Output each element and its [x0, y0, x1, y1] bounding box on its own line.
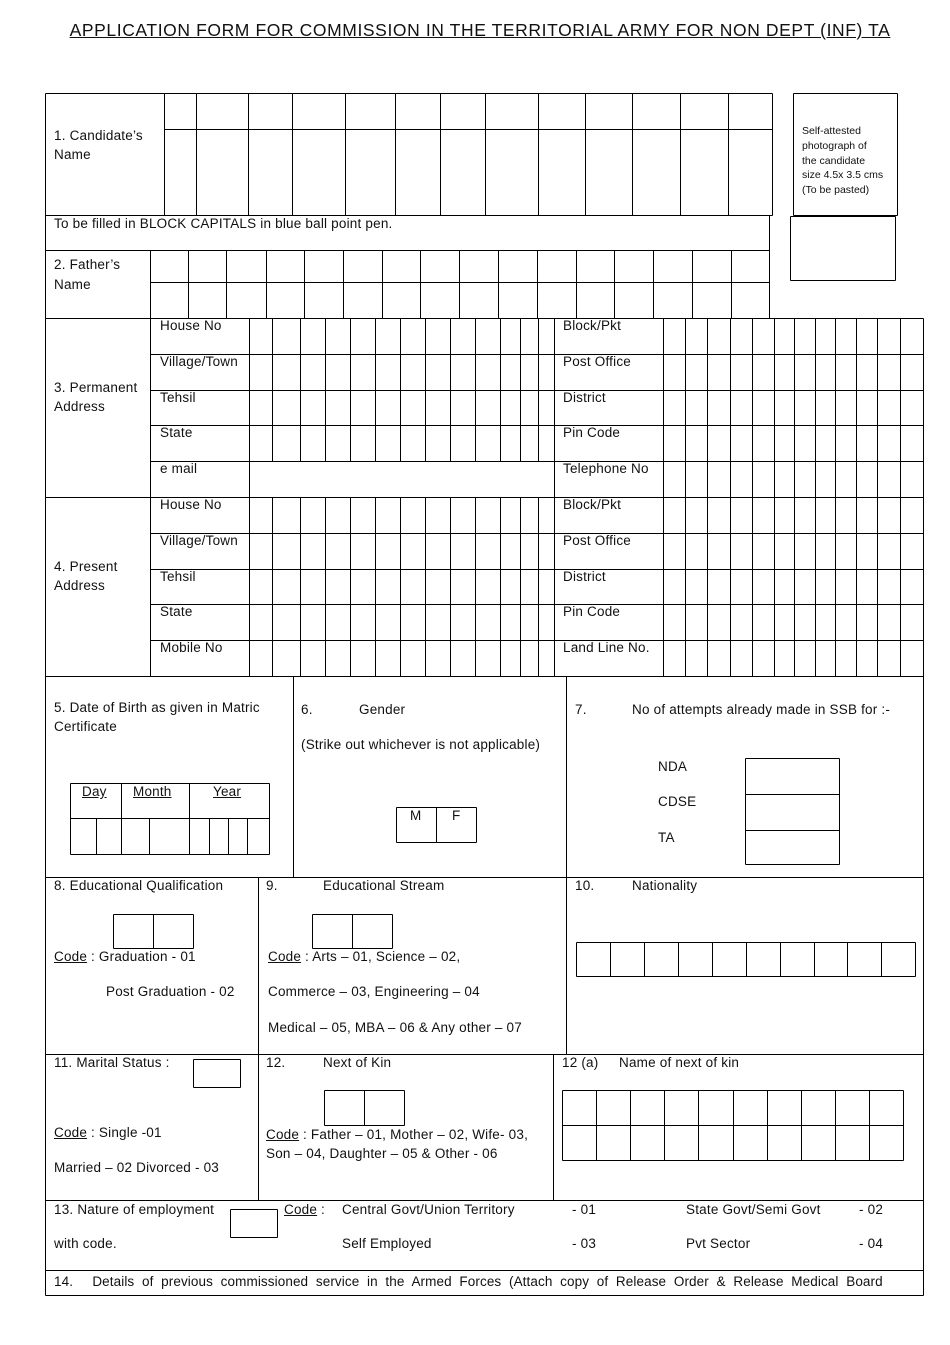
perm-state-label: State [160, 425, 193, 440]
gender-option-f[interactable]: F [452, 808, 461, 823]
pres-address-left-field[interactable] [249, 497, 554, 675]
pres-block-label: Block/Pkt [563, 497, 622, 512]
next-of-kin-code-line-2: Son – 04, Daughter – 05 & Other - 06 [266, 1146, 498, 1161]
ssb-attempts-number: 7. [575, 702, 587, 717]
employment-option-pvt: Pvt Sector [686, 1236, 751, 1251]
edu-stream-code-text: : Arts – 01, Science – 02, [305, 949, 461, 964]
dob-label: 5. Date of Birth as given in Matric [54, 700, 260, 715]
employment-option-pvt-code: - 04 [859, 1236, 884, 1251]
gender-note: (Strike out whichever is not applicable) [301, 737, 541, 752]
permanent-address-label: 3. Permanent [54, 380, 138, 395]
nationality-label: Nationality [632, 878, 698, 893]
pres-state-label: State [160, 604, 193, 619]
photo-box-line: photograph of [802, 139, 867, 152]
next-of-kin-code-input[interactable] [324, 1090, 404, 1125]
next-of-kin-name-number: 12 (a) [562, 1055, 599, 1070]
employment-option-central-code: - 01 [572, 1202, 597, 1217]
employment-code-input[interactable] [230, 1209, 277, 1237]
perm-address-right-field[interactable] [663, 318, 923, 496]
gender-number: 6. [301, 702, 313, 717]
form-title: APPLICATION FORM FOR COMMISSION IN THE TERRITORIAL ARMY FOR NON DEPT (INF) TA [69, 20, 891, 40]
edu-stream-number: 9. [266, 878, 278, 893]
permanent-address-label-2: Address [54, 399, 105, 414]
employment-option-central: Central Govt/Union Territory [342, 1202, 515, 1217]
pres-post-office-label: Post Office [563, 533, 631, 548]
perm-post-office-label: Post Office [563, 354, 631, 369]
marital-status-code-line-2: Married – 02 Divorced - 03 [54, 1160, 220, 1175]
father-name-field[interactable] [150, 251, 769, 317]
perm-block-label: Block/Pkt [563, 318, 622, 333]
photo-box-line: size 4.5x 3.5 cms [802, 169, 884, 182]
ssb-ta-label: TA [658, 830, 675, 845]
photo-box-line: (To be pasted) [802, 184, 870, 197]
previous-service-text: 14. Details of previous commissioned service in the Armed Forces (Attach copy of Release Order & Release Medical Board [54, 1274, 883, 1289]
edu-stream-code-input[interactable] [312, 914, 392, 948]
pres-pin-label: Pin Code [563, 604, 621, 619]
perm-district-label: District [563, 390, 606, 405]
pres-address-right-field[interactable] [663, 497, 923, 675]
next-of-kin-name-input-boxes[interactable] [562, 1090, 903, 1160]
pres-tehsil-label: Tehsil [160, 569, 196, 584]
father-name-label: 2. Father’s [54, 257, 121, 272]
next-of-kin-number: 12. [266, 1055, 286, 1070]
code-word: Code [54, 1125, 88, 1140]
ssb-nda-label: NDA [658, 759, 688, 774]
employment-label: 13. Nature of employment [54, 1202, 215, 1217]
pres-district-label: District [563, 569, 606, 584]
employment-option-self: Self Employed [342, 1236, 432, 1251]
candidate-name-label-2: Name [54, 147, 91, 162]
dob-day-header: Day [82, 784, 107, 799]
employment-option-state: State Govt/Semi Govt [686, 1202, 821, 1217]
present-address-label: 4. Present [54, 559, 118, 574]
perm-email-label: e mail [160, 461, 198, 476]
code-word: Code [54, 949, 88, 964]
edu-stream-label: Educational Stream [323, 878, 445, 893]
father-name-label-2: Name [54, 277, 91, 292]
edu-qualification-label: 8. Educational Qualification [54, 878, 224, 893]
code-word: Code [266, 1127, 300, 1142]
marital-status-code-input[interactable] [193, 1059, 240, 1087]
candidate-name-label: 1. Candidate’s [54, 128, 143, 143]
present-address-label-2: Address [54, 578, 105, 593]
employment-option-state-code: - 02 [859, 1202, 884, 1217]
next-of-kin-label: Next of Kin [323, 1055, 392, 1070]
candidate-name-field[interactable] [164, 94, 772, 214]
nationality-number: 10. [575, 878, 595, 893]
perm-telephone-label: Telephone No [563, 461, 649, 476]
gender-option-m[interactable]: M [410, 808, 422, 823]
ssb-attempts-label: No of attempts already made in SSB for :- [632, 702, 891, 717]
nationality-input-boxes[interactable] [576, 942, 915, 976]
photo-box-line: the candidate [802, 154, 866, 167]
pres-house-no-label: House No [160, 497, 222, 512]
gender-label: Gender [359, 702, 406, 717]
dob-year-header: Year [213, 784, 242, 799]
employment-label-2: with code. [54, 1236, 117, 1251]
ssb-cdse-input[interactable] [745, 794, 839, 829]
perm-address-left-field[interactable] [249, 318, 554, 496]
ssb-ta-input[interactable] [745, 830, 839, 864]
next-of-kin-code-line [266, 1125, 528, 1144]
employment-option-self-code: - 03 [572, 1236, 597, 1251]
photo-box-line: Self-attested [802, 125, 861, 137]
edu-qualification-code-line [54, 947, 196, 966]
perm-village-label: Village/Town [160, 354, 238, 369]
dob-label-2: Certificate [54, 719, 117, 734]
marital-status-code-text: : Single -01 [91, 1125, 162, 1140]
pres-landline-label: Land Line No. [563, 640, 650, 655]
employment-code-word: Code [284, 1202, 318, 1217]
marital-status-label: 11. Marital Status : [54, 1055, 170, 1070]
ssb-nda-input[interactable] [745, 758, 839, 793]
next-of-kin-name-label: Name of next of kin [619, 1055, 740, 1070]
dob-month-header: Month [133, 784, 172, 799]
dob-input-boxes[interactable] [70, 818, 269, 854]
pres-village-label: Village/Town [160, 533, 238, 548]
employment-code-colon: : [321, 1202, 325, 1217]
edu-stream-code-line-2: Commerce – 03, Engineering – 04 [268, 984, 480, 999]
ssb-cdse-label: CDSE [658, 794, 697, 809]
edu-stream-code-line-3: Medical – 05, MBA – 06 & Any other – 07 [268, 1020, 522, 1035]
perm-pin-label: Pin Code [563, 425, 621, 440]
edu-qualification-code-text: : Graduation - 01 [91, 949, 196, 964]
pres-mobile-label: Mobile No [160, 640, 223, 655]
marital-status-code-line [54, 1123, 162, 1142]
perm-tehsil-label: Tehsil [160, 390, 196, 405]
edu-qualification-code-line-2: Post Graduation - 02 [106, 984, 235, 999]
next-of-kin-code-text: : Father – 01, Mother – 02, Wife- 03, [303, 1127, 529, 1142]
photo-paste-area[interactable] [791, 216, 895, 280]
photo-box-caption [802, 124, 883, 198]
edu-stream-code-line [268, 947, 460, 966]
code-word: Code [268, 949, 302, 964]
block-capitals-note: To be filled in BLOCK CAPITALS in blue ball point pen. [54, 216, 393, 231]
perm-house-no-label: House No [160, 318, 222, 333]
edu-qualification-code-input[interactable] [113, 914, 193, 948]
